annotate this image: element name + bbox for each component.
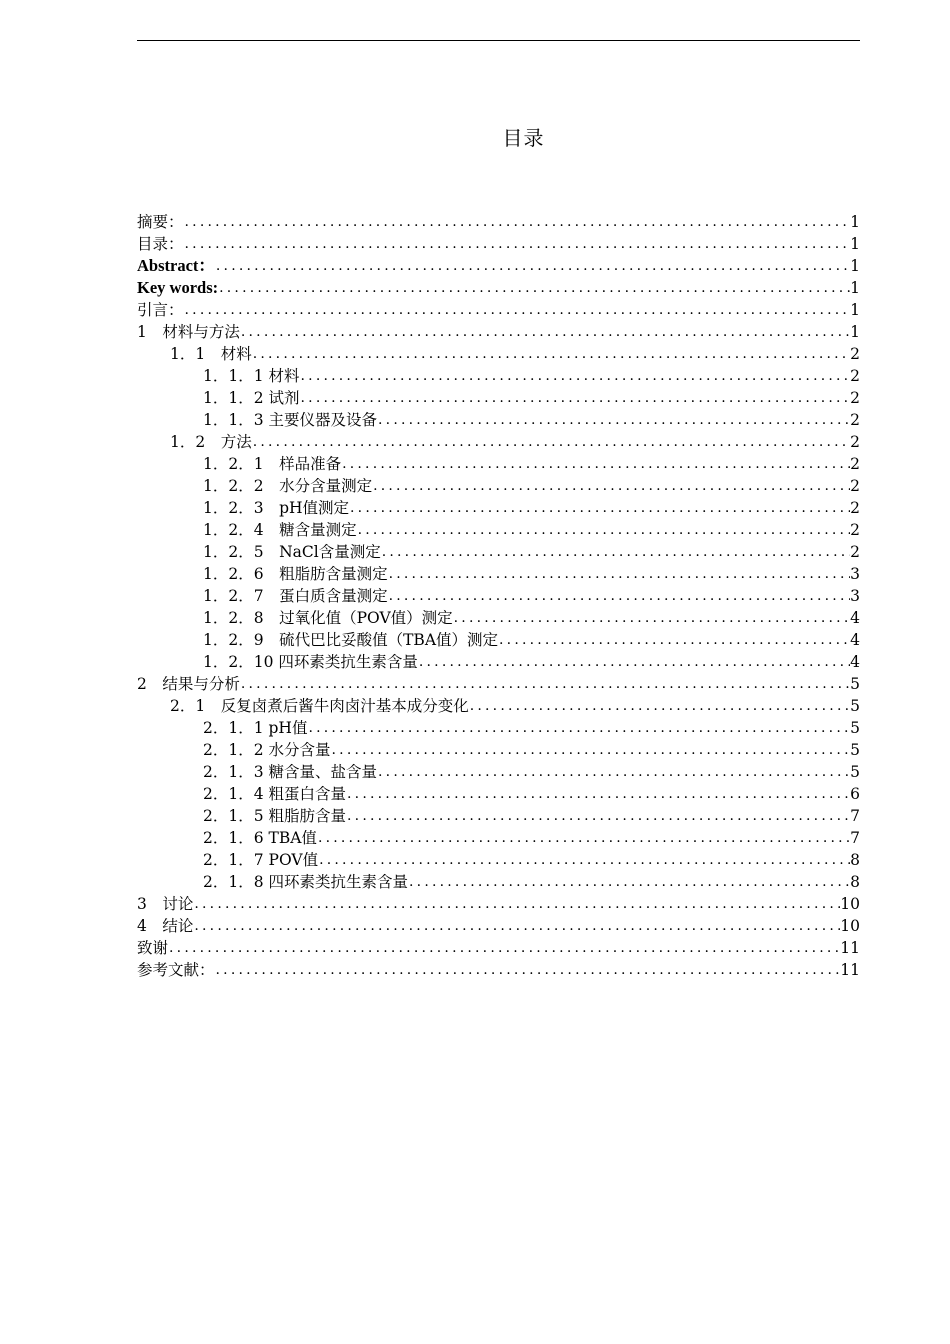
toc-entry[interactable] <box>137 497 860 519</box>
toc-dot-leader <box>346 783 850 805</box>
toc-dot-leader <box>498 629 850 651</box>
toc-entry-title: 引言： <box>137 301 184 319</box>
toc-page-number: 10 <box>840 917 860 935</box>
toc-entry[interactable] <box>137 387 860 409</box>
toc-page-number: 3 <box>850 565 860 583</box>
toc-page-number: 1 <box>850 323 860 341</box>
toc-entry-title: 目录： <box>137 235 184 253</box>
toc-dot-leader <box>341 453 850 475</box>
toc-entry[interactable] <box>137 607 860 629</box>
toc-entry-title: 1．2．6 粗脂肪含量测定 <box>203 565 388 583</box>
toc-page-number: 2 <box>850 499 860 517</box>
header-rule <box>137 40 860 41</box>
toc-entry[interactable] <box>137 519 860 541</box>
toc-entry[interactable] <box>137 475 860 497</box>
toc-entry-title: 2 结果与分析 <box>137 675 240 693</box>
toc-page-number: 2 <box>850 543 860 561</box>
toc-dot-leader <box>215 255 850 277</box>
toc-dot-leader <box>240 321 850 343</box>
toc-page-number: 2 <box>850 367 860 385</box>
toc-entry[interactable] <box>137 629 860 651</box>
toc-entry[interactable] <box>137 805 860 827</box>
toc-entry[interactable] <box>137 717 860 739</box>
toc-entry[interactable] <box>137 849 860 871</box>
toc-entry[interactable] <box>137 673 860 695</box>
toc-page-number: 5 <box>850 741 860 759</box>
toc-dot-leader <box>168 937 840 959</box>
toc-entry[interactable] <box>137 233 860 255</box>
toc-entry[interactable] <box>137 739 860 761</box>
toc-dot-leader <box>318 849 850 871</box>
toc-page-number: 2 <box>850 433 860 451</box>
toc-page-number: 4 <box>850 609 860 627</box>
toc-entry-title: 1．1．3 主要仪器及设备 <box>203 411 378 429</box>
toc-page-number: 8 <box>850 851 860 869</box>
toc-dot-leader <box>300 365 851 387</box>
toc-entry-title: 2．1．3 糖含量、盐含量 <box>203 763 378 781</box>
toc-entry[interactable] <box>137 431 860 453</box>
toc-entry[interactable] <box>137 321 860 343</box>
toc-entry[interactable] <box>137 299 860 321</box>
toc-page-number: 2 <box>850 389 860 407</box>
toc-dot-leader <box>184 233 851 255</box>
toc-entry[interactable] <box>137 343 860 365</box>
toc-dot-leader <box>346 805 850 827</box>
toc-entry-title: Abstract： <box>137 256 215 275</box>
toc-entry-title: 1．2 方法 <box>170 433 252 451</box>
toc-entry[interactable] <box>137 453 860 475</box>
toc-dot-leader <box>184 211 851 233</box>
toc-dot-leader <box>252 343 850 365</box>
toc-entry-title: 2．1．8 四环素类抗生素含量 <box>203 873 409 891</box>
toc-dot-leader <box>381 541 850 563</box>
toc-entry-title: 2．1．2 水分含量 <box>203 741 331 759</box>
toc-dot-leader <box>377 761 850 783</box>
toc-page-number: 3 <box>850 587 860 605</box>
toc-entry-title: 2．1．5 粗脂肪含量 <box>203 807 347 825</box>
toc-entry-title: 2．1 反复卤煮后酱牛肉卤汁基本成分变化 <box>170 697 469 715</box>
toc-page-number: 10 <box>840 895 860 913</box>
toc-dot-leader <box>215 959 841 981</box>
toc-entry-title: 1 材料与方法 <box>137 323 240 341</box>
table-of-contents <box>137 211 860 981</box>
toc-page-number: 11 <box>840 939 860 957</box>
toc-page-number: 2 <box>850 521 860 539</box>
page-title: 目录 <box>502 126 545 150</box>
toc-page-number: 5 <box>850 763 860 781</box>
toc-entry-title: 致谢 <box>137 939 169 957</box>
toc-entry[interactable] <box>137 409 860 431</box>
toc-dot-leader <box>453 607 850 629</box>
toc-page-number: 11 <box>840 961 860 979</box>
toc-dot-leader <box>388 563 851 585</box>
toc-entry[interactable] <box>137 783 860 805</box>
toc-page-number: 4 <box>850 631 860 649</box>
toc-entry[interactable] <box>137 761 860 783</box>
toc-entry-title: 1．2．9 硫代巴比妥酸值（TBA值）测定 <box>203 631 499 649</box>
toc-entry-title: 1．2．7 蛋白质含量测定 <box>203 587 388 605</box>
toc-entry[interactable] <box>137 937 860 959</box>
toc-dot-leader <box>218 277 850 299</box>
toc-entry[interactable] <box>137 541 860 563</box>
toc-dot-leader <box>240 673 850 695</box>
toc-dot-leader <box>469 695 850 717</box>
toc-page-number: 2 <box>850 411 860 429</box>
toc-dot-leader <box>300 387 851 409</box>
toc-entry[interactable] <box>137 211 860 233</box>
toc-page-number: 1 <box>850 279 860 297</box>
toc-entry-title: 摘要： <box>137 213 184 231</box>
toc-entry[interactable] <box>137 695 860 717</box>
toc-dot-leader <box>372 475 850 497</box>
toc-entry-title: 1．1．1 材料 <box>203 367 300 385</box>
toc-dot-leader <box>418 651 850 673</box>
toc-dot-leader <box>408 871 850 893</box>
toc-entry-title: 1．1 材料 <box>170 345 252 363</box>
toc-entry[interactable] <box>137 959 860 981</box>
toc-entry[interactable] <box>137 915 860 937</box>
toc-entry-title: 1．2．8 过氧化值（POV值）测定 <box>203 609 453 627</box>
toc-dot-leader <box>388 585 851 607</box>
toc-page-number: 4 <box>850 653 860 671</box>
toc-page-number: 8 <box>850 873 860 891</box>
toc-page-number: 1 <box>850 213 860 231</box>
toc-entry-title: 1．2．4 糖含量测定 <box>203 521 357 539</box>
toc-entry[interactable] <box>137 563 860 585</box>
toc-entry[interactable] <box>137 365 860 387</box>
toc-dot-leader <box>357 519 851 541</box>
toc-entry[interactable] <box>137 255 860 277</box>
toc-page-number: 1 <box>850 257 860 275</box>
toc-entry-title: 3 讨论 <box>137 895 194 913</box>
toc-page-number: 5 <box>850 675 860 693</box>
toc-entry-title: 2．1．6 TBA值 <box>203 829 317 847</box>
toc-dot-leader <box>252 431 850 453</box>
toc-entry-title: 1．2．3 pH值测定 <box>203 499 350 517</box>
toc-entry-title: Key words: <box>137 278 219 297</box>
toc-page-number: 7 <box>850 807 860 825</box>
toc-dot-leader <box>193 893 840 915</box>
toc-page-number: 2 <box>850 455 860 473</box>
toc-entry[interactable] <box>137 585 860 607</box>
toc-page-number: 1 <box>850 235 860 253</box>
toc-entry-title: 2．1．1 pH值 <box>203 719 308 737</box>
toc-page-number: 2 <box>850 477 860 495</box>
toc-page-number: 5 <box>850 697 860 715</box>
toc-entry-title: 1．2．2 水分含量测定 <box>203 477 373 495</box>
toc-entry-title: 1．2．5 NaCl含量测定 <box>203 543 381 561</box>
toc-entry-title: 1．1．2 试剂 <box>203 389 300 407</box>
toc-dot-leader <box>184 299 851 321</box>
toc-page-number: 1 <box>850 301 860 319</box>
toc-entry[interactable] <box>137 893 860 915</box>
toc-entry-title: 2．1．7 POV值 <box>203 851 319 869</box>
toc-dot-leader <box>307 717 850 739</box>
toc-entry[interactable] <box>137 651 860 673</box>
toc-entry-title: 参考文献： <box>137 961 215 979</box>
toc-dot-leader <box>349 497 850 519</box>
toc-dot-leader <box>193 915 840 937</box>
toc-page-number: 7 <box>850 829 860 847</box>
toc-dot-leader <box>377 409 850 431</box>
toc-page-number: 6 <box>850 785 860 803</box>
toc-page-number: 2 <box>850 345 860 363</box>
toc-entry-title: 2．1．4 粗蛋白含量 <box>203 785 347 803</box>
toc-entry-title: 4 结论 <box>137 917 194 935</box>
toc-entry[interactable] <box>137 827 860 849</box>
toc-entry[interactable] <box>137 277 860 299</box>
toc-dot-leader <box>331 739 851 761</box>
toc-dot-leader <box>317 827 850 849</box>
toc-entry-title: 1．2．1 样品准备 <box>203 455 342 473</box>
toc-entry[interactable] <box>137 871 860 893</box>
toc-entry-title: 1．2．10 四环素类抗生素含量 <box>203 653 418 671</box>
toc-page-number: 5 <box>850 719 860 737</box>
